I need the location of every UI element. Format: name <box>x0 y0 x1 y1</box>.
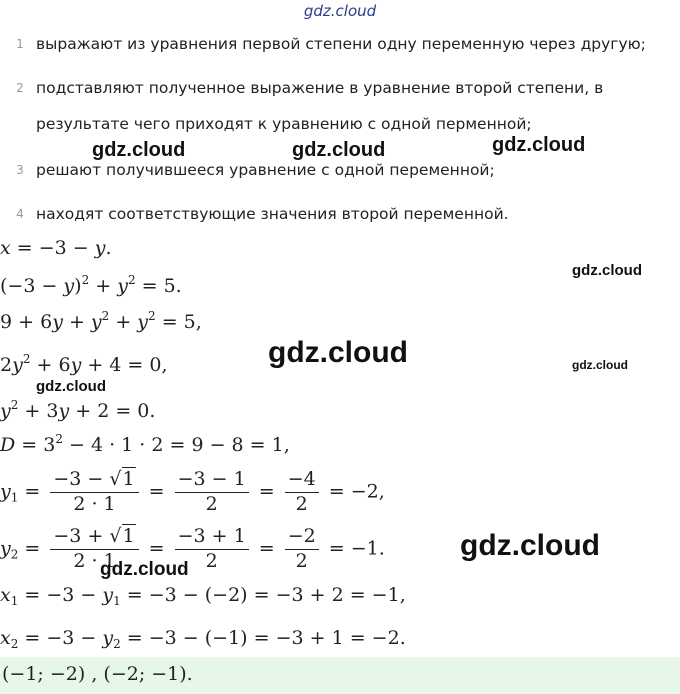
step-text: решают получившееся уравнение с одной переменной; <box>36 161 495 179</box>
watermark: gdz.cloud <box>572 358 628 372</box>
equation-expanded: $9 + 6y + y^2 + y^2 = 5$, <box>0 309 202 333</box>
step-number: 2 <box>16 81 24 95</box>
answer-box <box>0 657 680 694</box>
fraction: $\frac{-3 + √1}{2 \cdot 1}$ <box>50 527 138 572</box>
fraction: $\frac{-3 - √1}{2 \cdot 1}$ <box>50 470 138 515</box>
step-number: 3 <box>16 163 24 177</box>
answer-text: (−1; −2) , (−2; −1). <box>2 663 193 685</box>
watermark: gdz.cloud <box>572 262 642 279</box>
step-text: находят соответствующие значения второй переменной. <box>36 205 509 223</box>
fraction: $\frac{-3 - 1}{2}$ <box>175 470 249 515</box>
equation-quadratic: $2y^2 + 6y + 4 = 0$, <box>0 352 168 376</box>
equation-root-x1: $x_1 = -3 - y_1 = -3 - (-2) = -3 + 2 = -1$, <box>0 584 406 608</box>
equation-substitution: x = −3 − y. <box>0 237 112 259</box>
equation-root-y1: $y_1$ = $\frac{-3 - √1}{2 \cdot 1}$ = $\frac{-3 - 1}{2}$ = $\frac{-4}{2}$ = −2, <box>0 468 385 515</box>
equation-discriminant: $D = 3^2 - 4 \cdot 1 \cdot 2 = 9 - 8 = 1$, <box>0 432 290 456</box>
step-number: 1 <box>16 37 24 51</box>
watermark: gdz.cloud <box>268 336 408 369</box>
equation-reduced: $y^2 + 3y + 2 = 0$. <box>0 398 156 422</box>
equation-root-y2: $y_2$ = $\frac{-3 + √1}{2 \cdot 1}$ = $\frac{-3 + 1}{2}$ = $\frac{-2}{2}$ = −1. <box>0 525 385 572</box>
watermark: gdz.cloud <box>460 529 600 562</box>
equation-root-x2: $x_2 = -3 - y_2 = -3 - (-1) = -3 + 1 = -2$. <box>0 627 406 651</box>
watermark: gdz.cloud <box>100 559 189 580</box>
step-text-line: результате чего приходят к уравнению с одной перменной; <box>36 115 532 133</box>
step-number: 4 <box>16 207 24 221</box>
watermark: gdz.cloud <box>292 139 386 161</box>
step-text-line: подставляют полученное выражение в уравнение второй степени, в <box>36 79 604 97</box>
fraction: $\frac{-3 + 1}{2}$ <box>175 527 249 572</box>
fraction: $\frac{-4}{2}$ <box>285 470 319 515</box>
watermark: gdz.cloud <box>92 139 186 161</box>
site-tag: gdz.cloud <box>303 2 377 20</box>
equation-substituted: $(-3 - y)^2 + y^2 = 5$. <box>0 273 182 297</box>
watermark: gdz.cloud <box>36 378 106 395</box>
watermark: gdz.cloud <box>492 134 586 156</box>
fraction: $\frac{-2}{2}$ <box>285 527 319 572</box>
step-text: выражают из уравнения первой степени одну переменную через другую; <box>36 35 646 53</box>
